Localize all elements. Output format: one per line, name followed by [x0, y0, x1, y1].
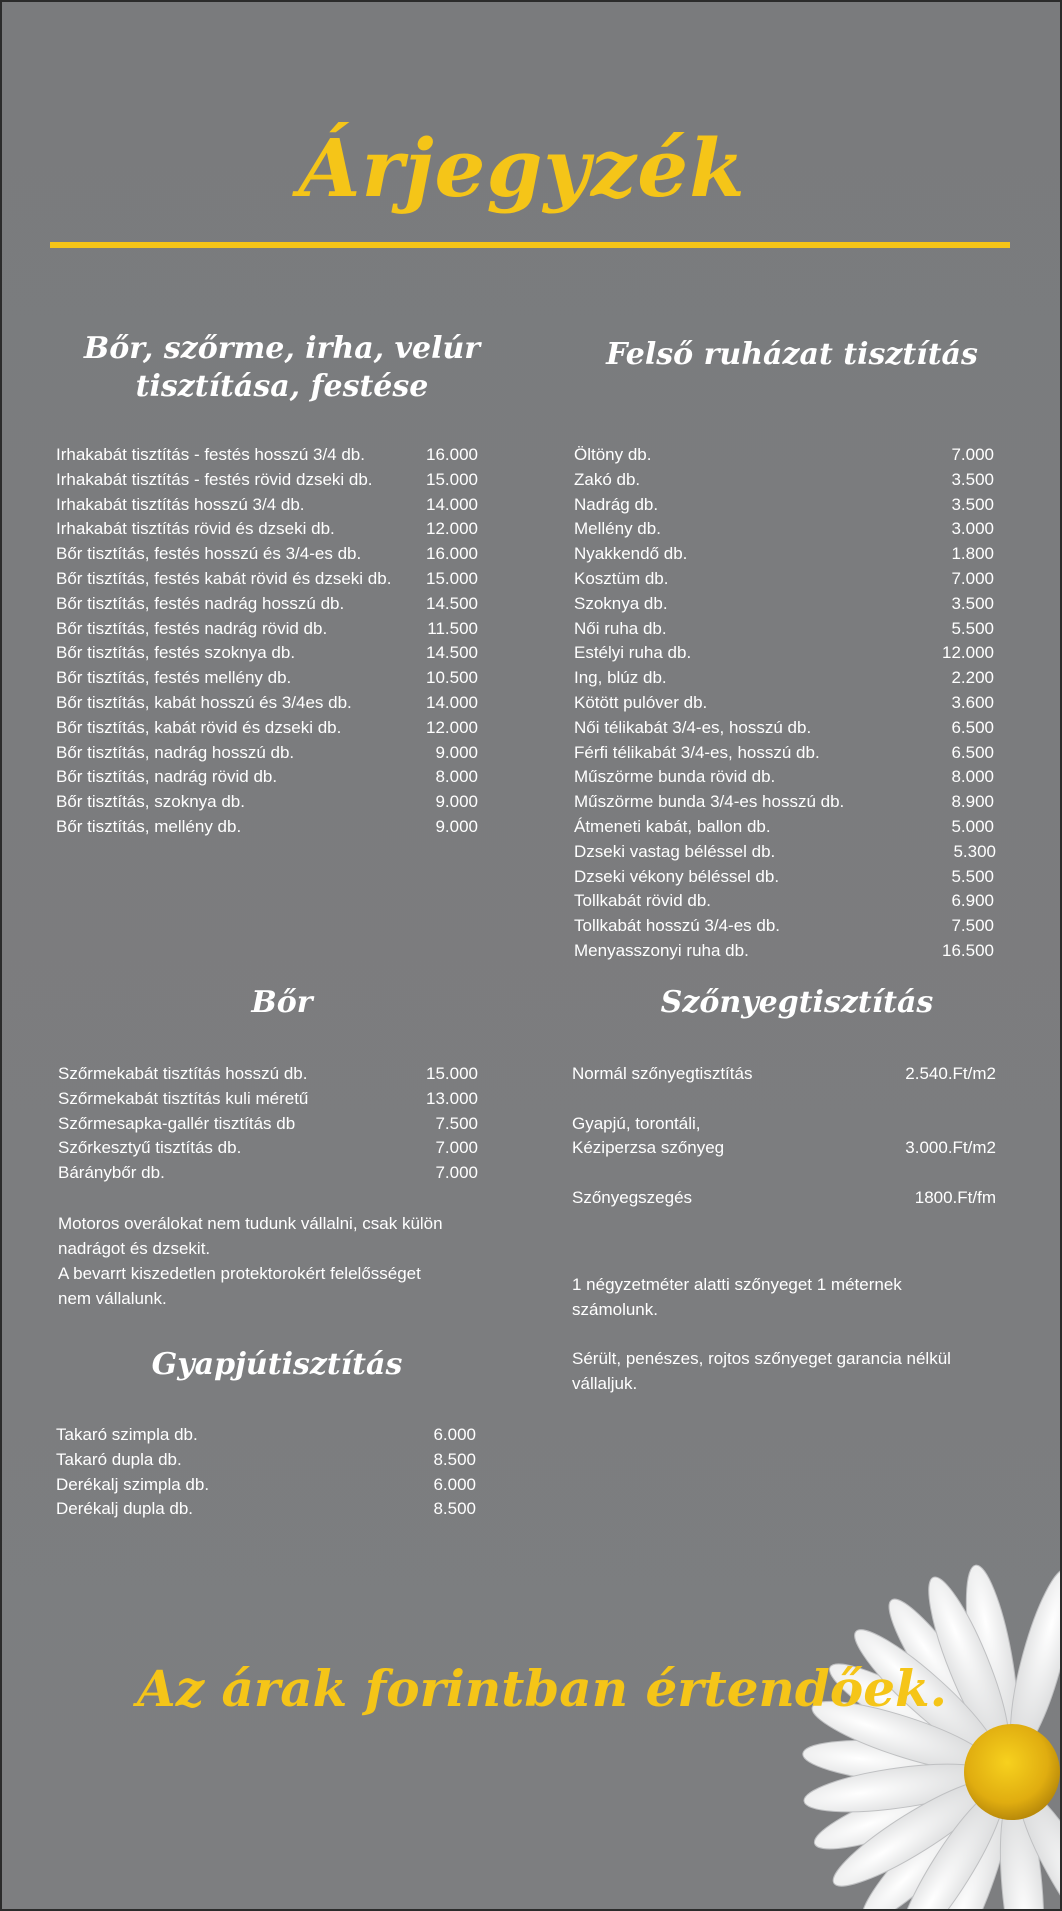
item-name: Gyapjú, torontáli, [572, 1113, 701, 1133]
list-item [574, 443, 994, 468]
item-price: 8.000 [435, 767, 478, 787]
item-name: Báránybőr db. [58, 1163, 165, 1183]
item-price: 11.500 [427, 618, 478, 638]
item-price: 9.000 [435, 792, 478, 812]
item-name: Bőr tisztítás, festés hosszú és 3/4-es db. [56, 544, 362, 564]
item-price: 16.000 [426, 445, 478, 464]
list-spacer [572, 1161, 996, 1186]
item-name: Dzseki vékony béléssel db. [574, 866, 780, 886]
note-line: 1 négyzetméter alatti szőnyeget 1 méternek [572, 1275, 902, 1294]
item-price: 6.500 [951, 717, 994, 737]
list-bor [58, 1062, 478, 1186]
item-name: Ing, blúz db. [574, 668, 667, 688]
item-price: 14.500 [426, 593, 478, 613]
item-name: Szőnyegszegés [572, 1187, 693, 1207]
list-item [574, 468, 994, 493]
list-item [574, 741, 994, 766]
page-title: Árjegyzék [298, 121, 746, 215]
item-price: 7.000 [951, 568, 994, 588]
list-item [56, 542, 478, 567]
list-item [572, 1112, 996, 1137]
item-price: 13.000 [426, 1088, 478, 1108]
item-name: Bőr tisztítás, mellény db. [56, 816, 242, 836]
list-item [56, 517, 478, 542]
list-item [56, 741, 478, 766]
list-item [56, 567, 478, 592]
list-item [56, 716, 478, 741]
item-name: Öltöny db. [574, 445, 652, 464]
list-item [574, 592, 994, 617]
item-price: 12.000 [942, 643, 994, 663]
list-item [574, 914, 994, 939]
list-item [574, 815, 994, 840]
item-price: 1.800 [951, 544, 994, 564]
note-line: vállaljuk. [572, 1374, 638, 1393]
list-item [572, 1136, 996, 1161]
item-price: 7.000 [435, 1138, 478, 1158]
item-name: Takaró szimpla db. [56, 1425, 198, 1444]
item-name: Bőr tisztítás, festés mellény db. [56, 668, 292, 688]
item-name: Szőrmekabát tisztítás hosszú db. [58, 1064, 308, 1083]
item-name: Tollkabát rövid db. [574, 891, 712, 911]
item-name: Bőr tisztítás, festés nadrág hosszú db. [56, 593, 345, 613]
list-szonyeg [572, 1062, 996, 1211]
item-price: 8.500 [433, 1499, 476, 1519]
item-name: Mellény db. [574, 519, 661, 539]
item-name: Bőr tisztítás, kabát hosszú és 3/4es db. [56, 692, 352, 712]
item-price: 15.000 [426, 469, 478, 489]
list-felso-ruhazat [574, 443, 994, 964]
list-item [56, 1497, 476, 1522]
item-name: Bőr tisztítás, szoknya db. [56, 792, 245, 812]
item-name: Bőr tisztítás, nadrág rövid db. [56, 767, 278, 787]
list-item [574, 617, 994, 642]
item-name: Zakó db. [574, 469, 641, 489]
list-item [574, 790, 994, 815]
list-item [56, 666, 478, 691]
list-item [56, 1473, 476, 1498]
note-line: nadrágot és dzsekit. [58, 1239, 211, 1258]
item-price: 6.000 [433, 1474, 476, 1494]
item-price: 14.000 [426, 494, 478, 514]
item-price: 3.500 [951, 469, 994, 489]
item-price: 3.000.Ft/m2 [905, 1138, 996, 1158]
list-item [574, 641, 994, 666]
list-item [58, 1112, 478, 1137]
heading-szonyeg: Szőnyegtisztítás [660, 985, 934, 1020]
list-item [56, 765, 478, 790]
item-name: Műszörme bunda rövid db. [574, 767, 776, 787]
list-item [56, 641, 478, 666]
list-item [56, 468, 478, 493]
heading-bor-szorme-line1: Bőr, szőrme, irha, velúr [83, 331, 481, 366]
list-item [58, 1087, 478, 1112]
heading-felso-ruhazat: Felső ruházat tisztítás [606, 337, 978, 372]
list-item [574, 716, 994, 741]
item-name: Irhakabát tisztítás hosszú 3/4 db. [56, 494, 305, 514]
list-item [574, 493, 994, 518]
item-price: 5.000 [951, 816, 994, 836]
item-name: Irhakabát tisztítás - festés hosszú 3/4 db. [56, 445, 365, 464]
list-item [574, 517, 994, 542]
note-motoros [58, 1211, 498, 1311]
note-line: nem vállalunk. [58, 1289, 167, 1308]
list-item [56, 617, 478, 642]
title-underline [50, 242, 1010, 248]
item-price: 2.200 [951, 668, 994, 688]
list-item [574, 666, 994, 691]
list-item [56, 443, 478, 468]
list-item [574, 865, 994, 890]
item-price: 6.900 [951, 891, 994, 911]
item-name: Irhakabát tisztítás rövid és dzseki db. [56, 519, 335, 539]
item-price: 8.000 [951, 767, 994, 787]
list-item [574, 567, 994, 592]
list-item [56, 592, 478, 617]
item-price: 12.000 [426, 717, 478, 737]
item-name: Szőrmekabát tisztítás kuli méretű [58, 1088, 309, 1108]
list-item [58, 1161, 478, 1186]
item-price: 3.500 [951, 494, 994, 514]
item-name: Normál szőnyegtisztítás [572, 1064, 753, 1083]
item-price: 7.000 [435, 1163, 478, 1183]
item-price: 9.000 [435, 742, 478, 762]
item-price: 14.500 [426, 643, 478, 663]
list-gyapju [56, 1423, 476, 1522]
item-name: Szőrkesztyű tisztítás db. [58, 1138, 242, 1158]
list-item [56, 1423, 476, 1448]
item-name: Menyasszonyi ruha db. [574, 940, 749, 960]
list-item [574, 542, 994, 567]
item-price: 15.000 [426, 1064, 478, 1083]
item-price: 6.500 [951, 742, 994, 762]
item-name: Takaró dupla db. [56, 1449, 182, 1469]
item-name: Átmeneti kabát, ballon db. [574, 816, 771, 836]
item-name: Estélyi ruha db. [574, 643, 692, 663]
list-item [56, 815, 478, 840]
item-name: Szőrmesapka-gallér tisztítás db [58, 1113, 296, 1133]
note-line: A bevarrt kiszedetlen protektorokért felelősséget [58, 1264, 421, 1283]
item-price: 3.500 [951, 593, 994, 613]
item-name: Tollkabát hosszú 3/4-es db. [574, 916, 781, 936]
list-item [572, 1186, 996, 1211]
list-item [574, 889, 994, 914]
item-price: 2.540.Ft/m2 [905, 1064, 996, 1083]
item-name: Dzseki vastag béléssel db. [574, 841, 776, 861]
list-item [58, 1136, 478, 1161]
heading-bor-szorme [42, 330, 522, 406]
list-item [56, 691, 478, 716]
item-name: Bőr tisztítás, festés nadrág rövid db. [56, 618, 328, 638]
heading-bor: Bőr [251, 985, 313, 1020]
item-price: 12.000 [426, 519, 478, 539]
item-price: 3.000 [951, 519, 994, 539]
item-name: Nadrág db. [574, 494, 659, 514]
item-price: 7.500 [951, 916, 994, 936]
item-name: Irhakabát tisztítás - festés rövid dzseki db. [56, 469, 373, 489]
item-name: Nyakkendő db. [574, 544, 688, 564]
item-name: Műszörme bunda 3/4-es hosszú db. [574, 792, 845, 812]
list-item [574, 691, 994, 716]
item-price: 5.500 [951, 618, 994, 638]
note-negyzetmeter [572, 1272, 1012, 1322]
note-line: számolunk. [572, 1300, 658, 1319]
note-garancia [572, 1346, 1012, 1396]
list-item [574, 939, 994, 964]
list-item [58, 1062, 478, 1087]
item-price: 3.600 [951, 692, 994, 712]
item-name: Női télikabát 3/4-es, hosszú db. [574, 717, 812, 737]
item-price: 14.000 [426, 692, 478, 712]
list-item [56, 790, 478, 815]
note-line: Sérült, penészes, rojtos szőnyeget garancia nélkül [572, 1349, 951, 1368]
list-item [572, 1062, 996, 1087]
item-name: Derékalj dupla db. [56, 1499, 194, 1519]
item-name: Női ruha db. [574, 618, 667, 638]
list-item [574, 840, 994, 865]
item-price: 16.000 [426, 544, 478, 564]
item-price: 6.000 [433, 1425, 476, 1444]
item-price: 9.000 [435, 816, 478, 836]
daisy-flower-image [782, 1532, 1062, 1911]
item-price: 1800.Ft/fm [914, 1187, 996, 1207]
item-price: 8.500 [433, 1449, 476, 1469]
item-price: 5.500 [951, 866, 994, 886]
item-name: Bőr tisztítás, nadrág hosszú db. [56, 742, 295, 762]
item-price: 16.500 [942, 940, 994, 960]
list-spacer [572, 1087, 996, 1112]
item-name: Derékalj szimpla db. [56, 1474, 210, 1494]
item-price: 15.000 [426, 568, 478, 588]
item-price: 7.500 [435, 1113, 478, 1133]
item-name: Bőr tisztítás, kabát rövid és dzseki db. [56, 717, 342, 737]
item-name: Bőr tisztítás, festés kabát rövid és dzseki db. [56, 568, 392, 588]
list-item [574, 765, 994, 790]
item-price: 7.000 [951, 445, 994, 464]
item-name: Kosztüm db. [574, 568, 669, 588]
list-item [56, 493, 478, 518]
item-name: Kéziperzsa szőnyeg [572, 1138, 725, 1158]
item-name: Bőr tisztítás, festés szoknya db. [56, 643, 296, 663]
item-price: 10.500 [426, 668, 478, 688]
item-price: 5.300 [953, 841, 996, 861]
footer-note: Az árak forintban értendőek. [136, 1659, 948, 1718]
item-name: Férfi télikabát 3/4-es, hosszú db. [574, 742, 820, 762]
note-line: Motoros overálokat nem tudunk vállalni, csak külön [58, 1214, 443, 1233]
item-price: 8.900 [951, 792, 994, 812]
list-bor-szorme [56, 443, 478, 840]
item-name: Szoknya db. [574, 593, 668, 613]
item-name: Kötött pulóver db. [574, 692, 708, 712]
heading-bor-szorme-line2: tisztítása, festése [135, 369, 429, 404]
list-item [56, 1448, 476, 1473]
heading-gyapju: Gyapjútisztítás [151, 1347, 403, 1382]
